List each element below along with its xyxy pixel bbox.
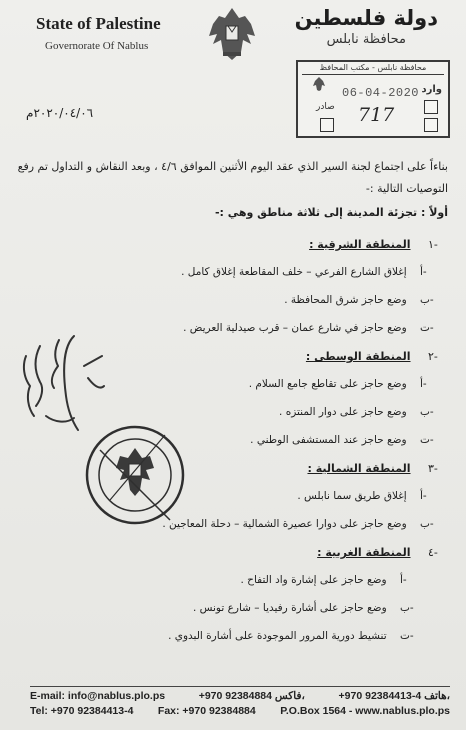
list-item: ب- وضع حاجز على دوار المنتزه . — [279, 406, 434, 418]
footer-email: E-mail: info@nablus.plo.ps — [30, 690, 166, 702]
section-heading: ٣- المنطقة الشمالية : — [307, 462, 438, 475]
governorate-title-en: Governorate Of Nablus — [45, 40, 149, 52]
stamp-incoming-label: وارد — [421, 84, 442, 95]
stamp-emblem-icon — [312, 76, 326, 92]
arabic-letterhead — [295, 6, 438, 47]
first-point: أولاً : تجزئة المدينة إلى ثلاثة مناطق وهي :- — [214, 206, 448, 219]
governorate-title-ar: محافظة نابلس — [326, 32, 406, 47]
section-heading: ١- المنطقة الشرقية : — [309, 238, 438, 251]
stamp-office: محافظة نابلس - مكتب المحافظ — [302, 63, 444, 75]
stamp-number: 717 — [358, 104, 395, 126]
list-item: ت- وضع حاجز في شارع عمان – قرب صيدلية العريض . — [183, 322, 434, 334]
footer-row-1 — [30, 690, 450, 702]
footer-row-2 — [30, 705, 450, 717]
section-heading: ٤- المنطقة الغربية : — [317, 546, 438, 559]
footer-pobox: P.O.Box 1564 - www.nablus.plo.ps — [280, 705, 450, 717]
list-item: ب- وضع حاجز على أشارة رفيديا – شارع تونس . — [192, 602, 414, 614]
stamp-date: 06-04-2020 — [342, 86, 420, 100]
footer-tel: Tel: +970 92384413-4 — [30, 705, 134, 717]
footer-fax-ar: +970 92384884 فاكس، — [198, 690, 305, 702]
letter-footer — [30, 686, 450, 717]
list-item: ب- وضع حاجز على دوارا عصيرة الشمالية – دحلة المعاجين . — [162, 518, 434, 530]
stamp-box-left — [320, 118, 334, 132]
registry-stamp — [296, 60, 450, 138]
list-item: أ- وضع حاجز على إشارة واد التفاح . — [240, 574, 407, 586]
intro-line-1: بناءاً على اجتماع لجنة السير الذي عقد اليوم الأثنين الموافق ٤/٦ ، وبعد النقاش و التداول تم رفع — [17, 160, 448, 173]
section-heading: ٢- المنطقة الوسطى : — [305, 350, 438, 363]
footer-phone-ar: +970 92384413-4 هاتف، — [338, 690, 450, 702]
english-letterhead — [36, 14, 161, 52]
list-item: ب- وضع حاجز شرق المحافظة . — [284, 294, 434, 306]
footer-fax: Fax: +970 92384884 — [157, 705, 256, 717]
eagle-emblem-icon — [205, 4, 259, 64]
official-seal — [80, 420, 190, 530]
list-item: ت- وضع حاجز عند المستشفى الوطني . — [250, 434, 434, 446]
list-item: ت- تنشيط دورية المرور الموجودة على أشارة البدوي . — [168, 630, 414, 642]
state-title-en: State of Palestine — [36, 14, 161, 33]
state-title-ar: دولة فلسطين — [294, 6, 438, 30]
stamp-box-top — [424, 100, 438, 114]
document-date: ٢٠٢٠/٠٤/٠٦م — [26, 106, 94, 120]
intro-line-2: التوصيات التالية :- — [365, 182, 448, 195]
list-item: أ- وضع حاجز على تقاطع جامع السلام . — [248, 378, 427, 390]
stamp-box-right — [424, 118, 438, 132]
list-item: أ- إغلاق طريق سما نابلس . — [297, 490, 427, 502]
list-item: أ- إغلاق الشارع الفرعي – خلف المقاطعة إغلاق كامل . — [181, 266, 427, 278]
stamp-outgoing-label: صادر — [316, 102, 335, 112]
